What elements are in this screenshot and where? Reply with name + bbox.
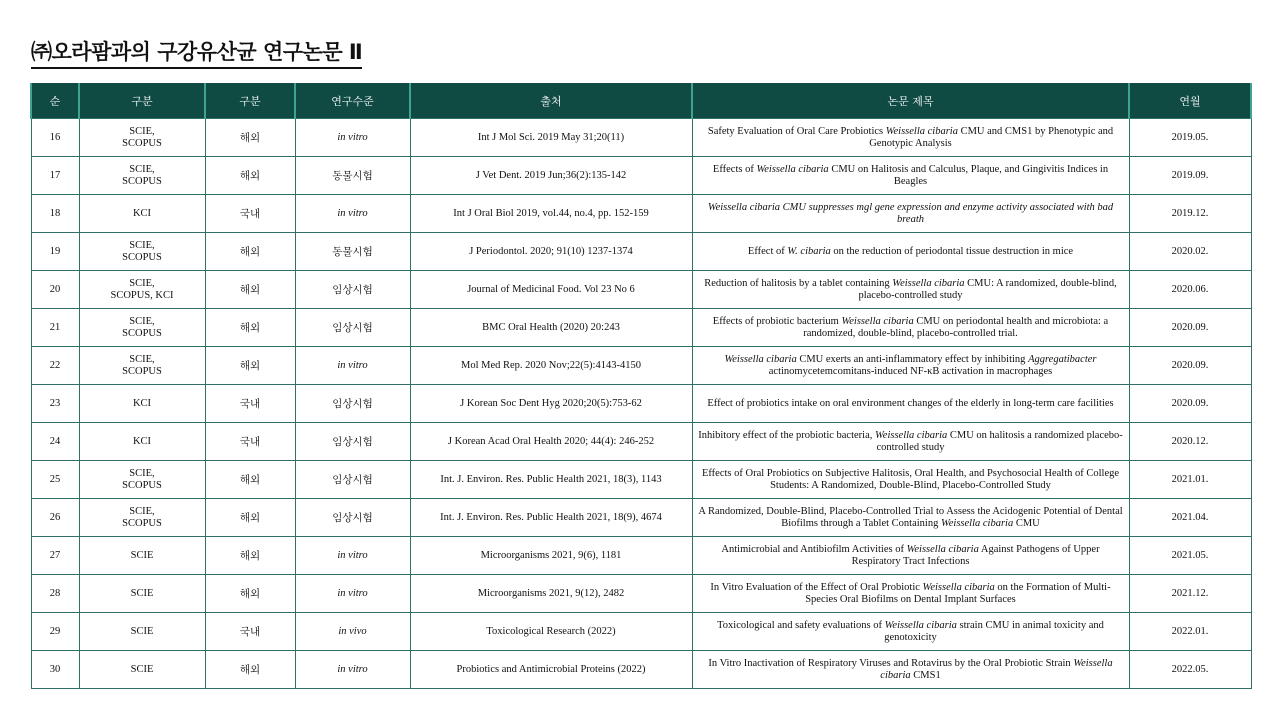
title-segment: Weissella cibaria [885,125,958,137]
title-segment: Effects of Oral Probiotics on Subjective Halitosis, Oral Health, and Psychosocial Health of College Students: A Randomized, Double-Blind, Placebo-Controlled Study [701,467,1120,491]
row-level: in vitro [295,347,410,385]
row-date: 2022.05. [1129,651,1251,689]
row-region: 국내 [205,613,295,651]
row-source: Microorganisms 2021, 9(6), 1181 [410,537,692,575]
row-level: in vivo [295,613,410,651]
row-index: SCIE, SCOPUS [79,347,205,385]
table-row [31,461,1251,499]
row-title [692,537,1129,575]
row-index: SCIE, SCOPUS [79,461,205,499]
row-title [692,499,1129,537]
row-source: Int. J. Environ. Res. Public Health 2021, 18(3), 1143 [410,461,692,499]
row-date: 2021.05. [1129,537,1251,575]
title-segment: CMU and CMS1 by Phenotypic and Genotypic Analysis [869,125,1114,149]
row-level: 동물시험 [295,233,410,271]
header-level: 연구수준 [295,84,410,119]
row-region: 해외 [205,271,295,309]
title-segment: In Vitro Inactivation of Respiratory Viruses and Rotavirus by the Oral Probiotic Strain [708,657,1074,669]
title-segment: strain CMU in animal toxicity and genotoxicity [884,619,1104,643]
row-source: Microorganisms 2021, 9(12), 2482 [410,575,692,613]
table-row [31,157,1251,195]
title-segment: Weissella cibaria [724,353,797,365]
title-segment: Weissella cibaria [940,517,1014,529]
row-title [692,461,1129,499]
title-segment: Effects of probiotic bacterium [712,315,842,327]
row-source: BMC Oral Health (2020) 20:243 [410,309,692,347]
row-title [692,347,1129,385]
row-region: 해외 [205,651,295,689]
row-region: 해외 [205,309,295,347]
row-region: 해외 [205,461,295,499]
title-segment: CMU on Halitosis and Calculus, Plaque, and Gingivitis Indices in Beagles [828,163,1109,187]
title-segment: CMU on halitosis a randomized placebo-controlled study [876,429,1123,453]
row-index: SCIE, SCOPUS [79,157,205,195]
row-source: Toxicological Research (2022) [410,613,692,651]
row-date: 2019.12. [1129,195,1251,233]
row-title [692,613,1129,651]
header-title: 논문 제목 [692,84,1129,119]
row-level: 동물시험 [295,157,410,195]
row-region: 국내 [205,423,295,461]
title-segment: on the reduction of periodontal tissue destruction in mice [830,245,1074,257]
title-segment: In Vitro Evaluation of the Effect of Oral Probiotic [710,581,923,593]
title-segment: CMU exerts an anti-inflammatory effect by inhibiting [796,353,1029,365]
row-number: 19 [31,233,79,271]
header-date: 연월 [1129,84,1251,119]
row-number: 28 [31,575,79,613]
row-number: 20 [31,271,79,309]
title-segment: Weissella cibaria [756,163,829,175]
title-segment: Against Pathogens of Upper Respiratory Tract Infections [851,543,1100,567]
title-segment: CMS1 [910,669,941,681]
table-row [31,119,1251,157]
title-segment: Weissella cibaria [875,429,948,441]
row-index: SCIE, SCOPUS, KCI [79,271,205,309]
row-level: 임상시험 [295,309,410,347]
row-region: 해외 [205,499,295,537]
papers-table [30,83,1252,689]
row-index: SCIE [79,537,205,575]
title-segment: Weissella cibaria [880,657,1113,681]
row-number: 29 [31,613,79,651]
row-number: 18 [31,195,79,233]
row-level: in vitro [295,537,410,575]
table-header-row [31,84,1251,119]
row-index: SCIE [79,575,205,613]
row-source: Int. J. Environ. Res. Public Health 2021, 18(9), 4674 [410,499,692,537]
title-segment: Inhibitory effect of the probiotic bacteria, [698,429,875,441]
row-region: 해외 [205,157,295,195]
row-index: KCI [79,423,205,461]
row-level: in vitro [295,195,410,233]
title-segment: Aggregatibacter [1028,353,1097,365]
row-source: Int J Oral Biol 2019, vol.44, no.4, pp. 152-159 [410,195,692,233]
title-segment: Effects of [712,163,757,175]
row-level: 임상시험 [295,461,410,499]
row-region: 해외 [205,119,295,157]
row-source: Journal of Medicinal Food. Vol 23 No 6 [410,271,692,309]
table-row [31,575,1251,613]
row-date: 2020.09. [1129,347,1251,385]
title-segment: Safety Evaluation of Oral Care Probiotics [707,125,886,137]
row-number: 16 [31,119,79,157]
title-segment: on the Formation of Multi-Species Oral Biofilms on Dental Implant Surfaces [805,581,1111,605]
row-level: in vitro [295,575,410,613]
header-no: 순 [31,84,79,119]
title-segment: Antimicrobial and Antibiofilm Activities of [721,543,907,555]
row-date: 2021.04. [1129,499,1251,537]
row-date: 2020.06. [1129,271,1251,309]
row-date: 2020.02. [1129,233,1251,271]
row-date: 2021.01. [1129,461,1251,499]
table-row [31,195,1251,233]
row-index: SCIE [79,613,205,651]
table-row [31,613,1251,651]
row-number: 30 [31,651,79,689]
table-row [31,271,1251,309]
title-segment: Effect of [747,245,788,257]
table-row [31,651,1251,689]
row-index: KCI [79,385,205,423]
row-number: 26 [31,499,79,537]
row-title [692,195,1129,233]
row-source: J Korean Soc Dent Hyg 2020;20(5):753-62 [410,385,692,423]
row-level: 임상시험 [295,271,410,309]
row-index: SCIE [79,651,205,689]
row-date: 2022.01. [1129,613,1251,651]
row-level: 임상시험 [295,499,410,537]
row-index: SCIE, SCOPUS [79,119,205,157]
row-date: 2020.09. [1129,385,1251,423]
row-region: 해외 [205,347,295,385]
row-date: 2019.09. [1129,157,1251,195]
row-number: 25 [31,461,79,499]
title-segment: CMU: A randomized, double-blind, placebo-controlled study [858,277,1117,301]
header-region: 구분 [205,84,295,119]
title-segment: Reduction of halitosis by a tablet containing [704,277,893,289]
title-segment: Weissella cibaria [906,543,979,555]
row-region: 국내 [205,195,295,233]
title-segment: Weissella cibaria CMU suppresses mgl gene expression and enzyme activity associated with bad breath [707,201,1114,225]
row-level: 임상시험 [295,423,410,461]
row-level: in vitro [295,651,410,689]
row-source: J Vet Dent. 2019 Jun;36(2):135-142 [410,157,692,195]
row-date: 2021.12. [1129,575,1251,613]
row-index: SCIE, SCOPUS [79,499,205,537]
row-source: Int J Mol Sci. 2019 May 31;20(11) [410,119,692,157]
table-row [31,309,1251,347]
row-source: J Periodontol. 2020; 91(10) 1237-1374 [410,233,692,271]
row-title [692,309,1129,347]
row-date: 2019.05. [1129,119,1251,157]
row-region: 해외 [205,233,295,271]
row-source: Mol Med Rep. 2020 Nov;22(5):4143-4150 [410,347,692,385]
header-source: 출처 [410,84,692,119]
row-level: in vitro [295,119,410,157]
row-index: SCIE, SCOPUS [79,233,205,271]
row-number: 24 [31,423,79,461]
row-index: SCIE, SCOPUS [79,309,205,347]
table-row [31,423,1251,461]
title-segment: Effect of probiotics intake on oral environment changes of the elderly in long-term care facilities [707,397,1114,409]
title-segment: actinomycetemcomitans-induced NF-κB activation in macrophages [768,365,1053,377]
row-title [692,385,1129,423]
row-number: 23 [31,385,79,423]
table-row [31,347,1251,385]
title-segment: Weissella cibaria [922,581,995,593]
row-region: 해외 [205,537,295,575]
page-title: ㈜오라팜과의 구강유산균 연구논문 Ⅱ [31,36,362,69]
title-segment: Weissella cibaria [892,277,965,289]
title-segment: CMU [1013,517,1040,529]
row-number: 21 [31,309,79,347]
table-row [31,385,1251,423]
row-number: 17 [31,157,79,195]
row-title [692,157,1129,195]
header-index: 구분 [79,84,205,119]
row-title [692,651,1129,689]
title-segment: CMU on periodontal health and microbiota: a randomized, double-blind, placebo-controlled trial. [803,315,1109,339]
row-index: KCI [79,195,205,233]
row-level: 임상시험 [295,385,410,423]
row-number: 22 [31,347,79,385]
row-title [692,119,1129,157]
title-segment: Weissella cibaria [884,619,957,631]
row-region: 해외 [205,575,295,613]
row-source: J Korean Acad Oral Health 2020; 44(4): 246-252 [410,423,692,461]
row-source: Probiotics and Antimicrobial Proteins (2022) [410,651,692,689]
row-title [692,271,1129,309]
row-title [692,423,1129,461]
row-title [692,233,1129,271]
table-row [31,499,1251,537]
row-title [692,575,1129,613]
title-segment: Toxicological and safety evaluations of [717,619,885,631]
title-segment: Weissella cibaria [841,315,914,327]
title-segment: W. cibaria [787,245,831,257]
row-date: 2020.12. [1129,423,1251,461]
row-number: 27 [31,537,79,575]
row-date: 2020.09. [1129,309,1251,347]
row-region: 국내 [205,385,295,423]
table-row [31,537,1251,575]
table-row [31,233,1251,271]
title-segment: A Randomized, Double-Blind, Placebo-Controlled Trial to Assess the Acidogenic Potential of Dental Biofilms through a Tablet Containing [698,505,1123,529]
